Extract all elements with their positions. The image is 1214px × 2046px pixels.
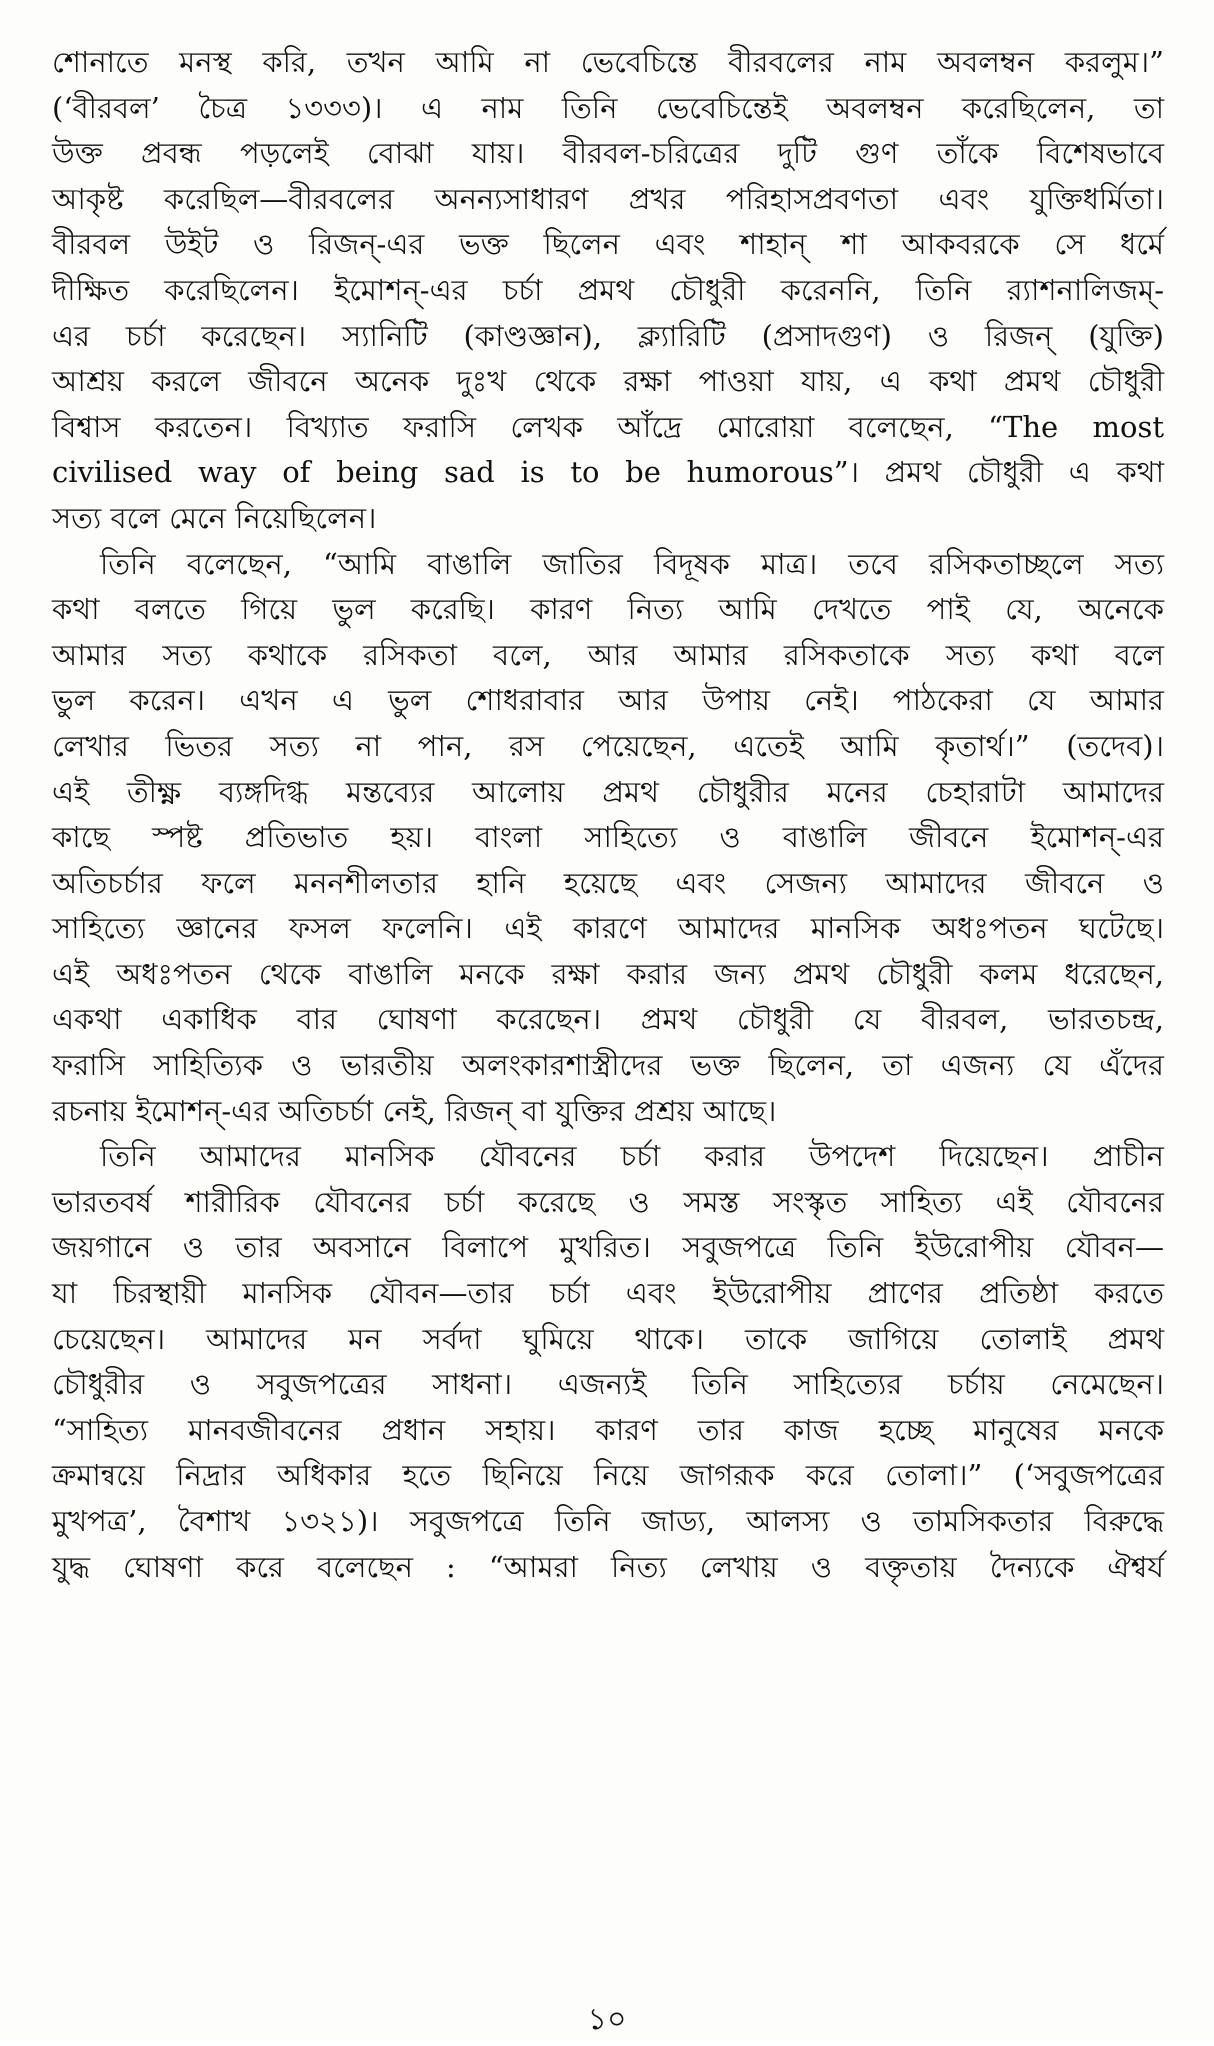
text-line: কথা বলতে গিয়ে ভুল করেছি। কারণ নিত্য আমি দেখতে পাই যে, অনেকে	[52, 592, 1164, 627]
text-line: (‘বীরবল’ চৈত্র ১৩৩৩)। এ নাম তিনি ভেবেচিন্তেই অবলম্বন করেছিলেন, তা	[52, 90, 1164, 125]
body-text	[52, 40, 1164, 1590]
text-line: civilised way of being sad is to be humorous”। প্রমথ চৌধুরী এ কথা	[52, 455, 1164, 490]
text-line: আকৃষ্ট করেছিল—বীরবলের অনন্যসাধারণ প্রখর পরিহাসপ্রবণতা এবং যুক্তিধর্মিতা।	[52, 181, 1164, 216]
text-line: জয়গানে ও তার অবসানে বিলাপে মুখরিত। সবুজপত্রে তিনি ইউরোপীয় যৌবন—	[52, 1230, 1164, 1265]
paragraph-start-line: তিনি আমাদের মানসিক যৌবনের চর্চা করার উপদেশ দিয়েছেন। প্রাচীন	[100, 1139, 1164, 1174]
text-line: যা চিরস্থায়ী মানসিক যৌবন—তার চর্চা এবং ইউরোপীয় প্রাণের প্রতিষ্ঠা করতে	[52, 1276, 1164, 1311]
text-line: লেখার ভিতর সত্য না পান, রস পেয়েছেন, এতেই আমি কৃতার্থ।” (তদেব)।	[52, 728, 1164, 763]
text-line: সত্য বলে মেনে নিয়েছিলেন।	[52, 500, 377, 535]
text-line: চেয়েছেন। আমাদের মন সর্বদা ঘুমিয়ে থাকে। তাকে জাগিয়ে তোলাই প্রমথ	[52, 1321, 1164, 1356]
text-line: অতিচর্চার ফলে মননশীলতার হানি হয়েছে এবং সেজন্য আমাদের জীবনে ও	[52, 865, 1164, 900]
text-line: আশ্রয় করলে জীবনে অনেক দুঃখ থেকে রক্ষা পাওয়া যায়, এ কথা প্রমথ চৌধুরী	[52, 364, 1164, 399]
text-line: ভুল করেন। এখন এ ভুল শোধরাবার আর উপায় নেই। পাঠকেরা যে আমার	[52, 683, 1164, 718]
text-line: একথা একাধিক বার ঘোষণা করেছেন। প্রমথ চৌধুরী যে বীরবল, ভারতচন্দ্র,	[52, 1002, 1164, 1037]
text-line: এর চর্চা করেছেন। স্যানিটি (কাণ্ডজ্ঞান), ক্ল্যারিটি (প্রসাদগুণ) ও রিজন্ (যুক্তি)	[52, 318, 1164, 353]
text-line: উক্ত প্রবন্ধ পড়লেই বোঝা যায়। বীরবল-চরিত্রের দুটি গুণ তাঁকে বিশেষভাবে	[52, 136, 1164, 171]
text-line: শোনাতে মনস্থ করি, তখন আমি না ভেবেচিন্তে বীরবলের নাম অবলম্বন করলুম।”	[52, 45, 1164, 79]
text-line: ক্রমান্বয়ে নিদ্রার অধিকার হতে ছিনিয়ে নিয়ে জাগরূক করে তোলা।” (‘সবুজপত্রের	[52, 1458, 1164, 1493]
text-line: বীরবল উইট ও রিজন্-এর ভক্ত ছিলেন এবং শাহান্ শা আকবরকে সে ধর্মে	[52, 227, 1164, 262]
text-line: বিশ্বাস করতেন। বিখ্যাত ফরাসি লেখক আঁদ্রে মোরোয়া বলেছেন, “The most	[52, 409, 1164, 444]
text-line: মুখপত্র’, বৈশাখ ১৩২১)। সবুজপত্রে তিনি জাড্য, আলস্য ও তামসিকতার বিরুদ্ধে	[52, 1504, 1164, 1538]
text-line: এই অধঃপতন থেকে বাঙালি মনকে রক্ষা করার জন্য প্রমথ চৌধুরী কলম ধরেছেন,	[52, 956, 1164, 991]
text-line: সাহিত্যে জ্ঞানের ফসল ফলেনি। এই কারণে আমাদের মানসিক অধঃপতন ঘটেছে।	[52, 911, 1164, 946]
page-number: ১০	[587, 2002, 627, 2037]
text-line: ভারতবর্ষ শারীরিক যৌবনের চর্চা করেছে ও সমস্ত সংস্কৃত সাহিত্য এই যৌবনের	[52, 1184, 1164, 1219]
text-line: দীক্ষিত করেছিলেন। ইমোশন্-এর চর্চা প্রমথ চৌধুরী করেননি, তিনি র‍্যাশনালিজম্-	[52, 272, 1164, 307]
text-line: “সাহিত্য মানবজীবনের প্রধান সহায়। কারণ তার কাজ হচ্ছে মানুষের মনকে	[52, 1412, 1164, 1447]
text-line: রচনায় ইমোশন্-এর অতিচর্চা নেই, রিজন্ বা যুক্তির প্রশ্রয় আছে।	[52, 1093, 777, 1128]
paragraph-start-line: তিনি বলেছেন, “আমি বাঙালি জাতির বিদূষক মাত্র। তবে রসিকতাচ্ছলে সত্য	[100, 546, 1164, 581]
text-line: কাছে স্পষ্ট প্রতিভাত হয়। বাংলা সাহিত্যে ও বাঙালি জীবনে ইমোশন্-এর	[52, 820, 1164, 855]
text-line: ফরাসি সাহিত্যিক ও ভারতীয় অলংকারশাস্ত্রীদের ভক্ত ছিলেন, তা এজন্য যে এঁদের	[52, 1048, 1164, 1083]
text-line: এই তীক্ষ্ণ ব্যঙ্গদিগ্ধ মন্তব্যের আলোয় প্রমথ চৌধুরীর মনের চেহারাটা আমাদের	[52, 774, 1164, 809]
text-line: যুদ্ধ ঘোষণা করে বলেছেন : “আমরা নিত্য লেখায় ও বক্তৃতায় দৈন্যকে ঐশ্বর্য	[52, 1549, 1164, 1584]
text-line: চৌধুরীর ও সবুজপত্রের সাধনা। এজন্যই তিনি সাহিত্যের চর্চায় নেমেছেন।	[52, 1367, 1164, 1402]
text-line: আমার সত্য কথাকে রসিকতা বলে, আর আমার রসিকতাকে সত্য কথা বলে	[52, 637, 1164, 672]
